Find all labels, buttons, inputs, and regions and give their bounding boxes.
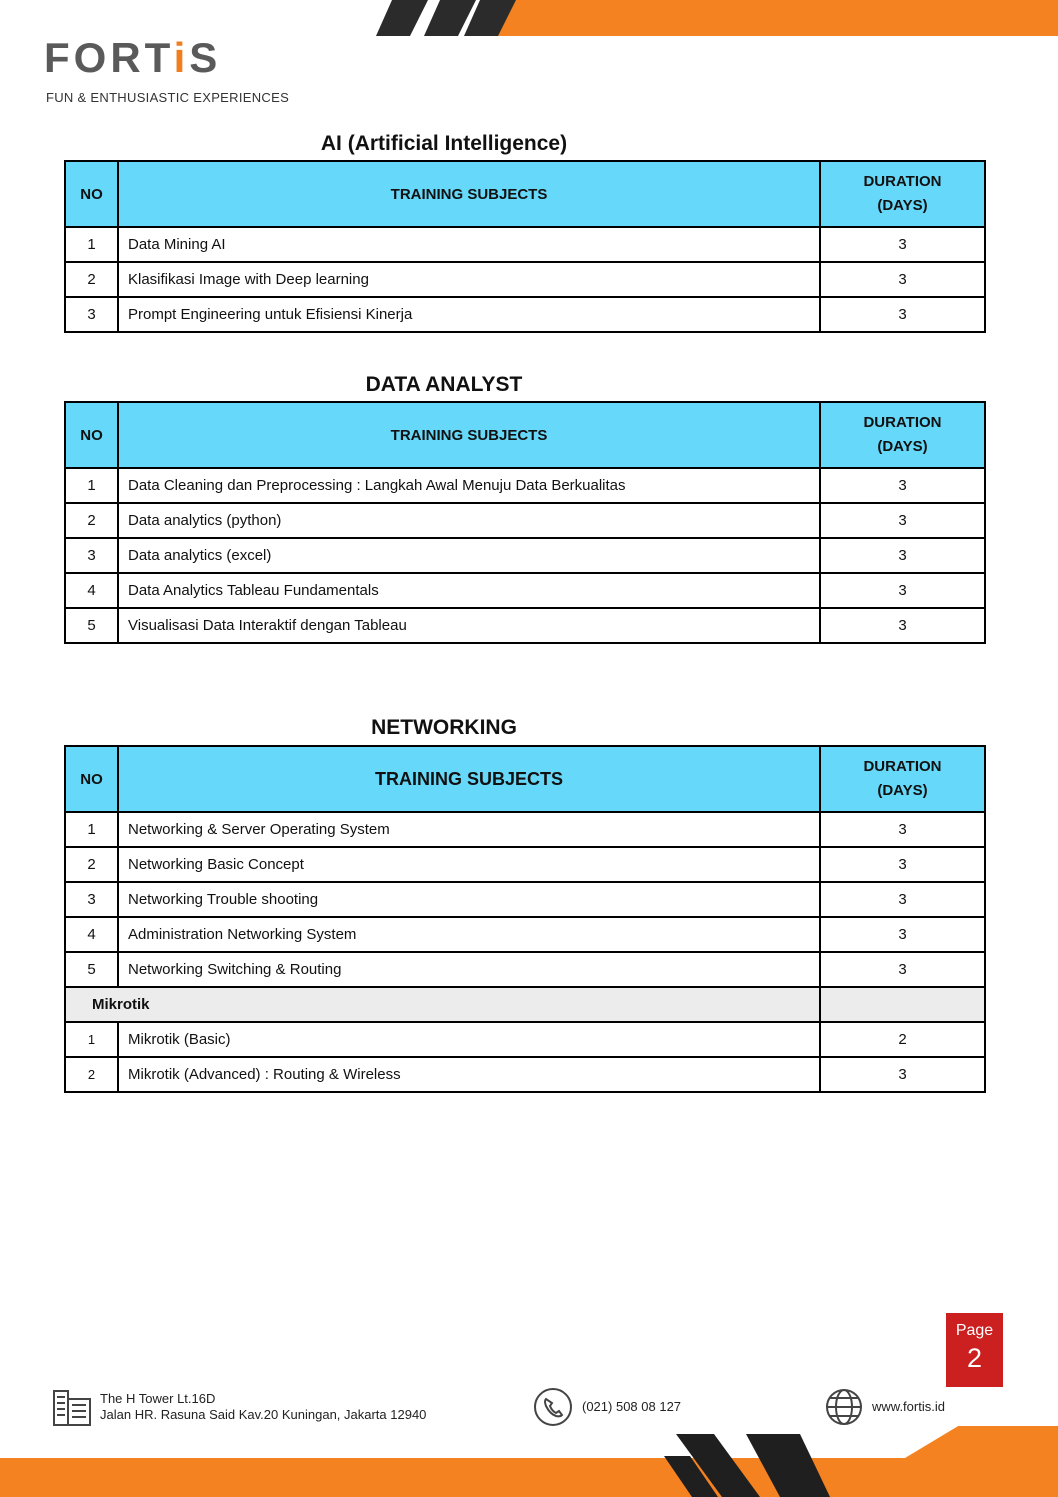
row-days: 3 xyxy=(820,538,985,573)
address-line-1: The H Tower Lt.16D xyxy=(100,1391,216,1406)
row-no: 2 xyxy=(65,1057,118,1092)
subgroup-days-empty xyxy=(820,987,985,1022)
section-title-networking: NETWORKING xyxy=(371,716,517,739)
row-days: 3 xyxy=(820,952,985,987)
row-no: 1 xyxy=(65,812,118,847)
table-row xyxy=(65,608,985,643)
header-no: NO xyxy=(65,746,118,812)
header-duration: DURATION (DAYS) xyxy=(820,161,985,227)
row-no: 4 xyxy=(65,573,118,608)
table-data-analyst xyxy=(64,401,986,644)
section-title-data-analyst: DATA ANALYST xyxy=(365,373,523,396)
row-days: 3 xyxy=(820,227,985,262)
logo-wordmark: FORTiS xyxy=(44,34,222,81)
building-icon xyxy=(52,1387,94,1427)
table-header-row xyxy=(65,161,985,227)
row-subject: Data Mining AI xyxy=(118,227,820,262)
row-days: 3 xyxy=(820,503,985,538)
phone-icon xyxy=(532,1386,574,1428)
row-no: 3 xyxy=(65,538,118,573)
page-number: 2 xyxy=(966,1343,983,1373)
row-subject: Mikrotik (Advanced) : Routing & Wireless xyxy=(118,1057,820,1092)
logo-tagline: FUN & ENTHUSIASTIC EXPERIENCES xyxy=(46,90,290,105)
row-subject: Data Cleaning dan Preprocessing : Langkah Awal Menuju Data Berkualitas xyxy=(118,468,820,503)
row-no: 2 xyxy=(65,503,118,538)
header-no: NO xyxy=(65,161,118,227)
row-no: 5 xyxy=(65,608,118,643)
row-subject: Prompt Engineering untuk Efisiensi Kinerja xyxy=(118,297,820,332)
footer-decoration xyxy=(0,1426,1058,1497)
row-no: 3 xyxy=(65,882,118,917)
table-row xyxy=(65,297,985,332)
row-subject: Data analytics (excel) xyxy=(118,538,820,573)
row-subject: Networking Trouble shooting xyxy=(118,882,820,917)
globe-icon xyxy=(824,1387,864,1427)
header-subject: TRAINING SUBJECTS xyxy=(118,161,820,227)
row-days: 3 xyxy=(820,297,985,332)
row-no: 2 xyxy=(65,262,118,297)
row-subject: Data analytics (python) xyxy=(118,503,820,538)
row-subject: Visualisasi Data Interaktif dengan Tableau xyxy=(118,608,820,643)
subgroup-title: Mikrotik xyxy=(65,987,820,1022)
header-subject: TRAINING SUBJECTS xyxy=(118,746,820,812)
subgroup-row-mikrotik xyxy=(65,987,985,1022)
row-days: 3 xyxy=(820,608,985,643)
row-no: 2 xyxy=(65,847,118,882)
page-number-badge xyxy=(946,1313,1003,1387)
footer-phone xyxy=(532,1384,681,1430)
row-no: 4 xyxy=(65,917,118,952)
table-row xyxy=(65,847,985,882)
row-subject: Data Analytics Tableau Fundamentals xyxy=(118,573,820,608)
header-subject: TRAINING SUBJECTS xyxy=(118,402,820,468)
row-subject: Networking & Server Operating System xyxy=(118,812,820,847)
row-days: 3 xyxy=(820,262,985,297)
row-days: 3 xyxy=(820,847,985,882)
table-row xyxy=(65,573,985,608)
header-duration: DURATION (DAYS) xyxy=(820,746,985,812)
row-no: 1 xyxy=(65,227,118,262)
row-days: 2 xyxy=(820,1022,985,1057)
row-subject: Networking Switching & Routing xyxy=(118,952,820,987)
row-subject: Networking Basic Concept xyxy=(118,847,820,882)
footer-website xyxy=(824,1384,945,1430)
table-row xyxy=(65,262,985,297)
footer-address xyxy=(52,1384,426,1430)
row-days: 3 xyxy=(820,573,985,608)
address-line-2: Jalan HR. Rasuna Said Kav.20 Kuningan, Jakarta 12940 xyxy=(100,1407,427,1422)
table-row xyxy=(65,468,985,503)
table-row xyxy=(65,917,985,952)
table-row xyxy=(65,503,985,538)
row-subject: Klasifikasi Image with Deep learning xyxy=(118,262,820,297)
phone-number: (021) 508 08 127 xyxy=(582,1399,682,1414)
fortis-logo xyxy=(44,34,290,114)
table-row xyxy=(65,1057,985,1092)
table-row xyxy=(65,812,985,847)
header-no: NO xyxy=(65,402,118,468)
table-row xyxy=(65,227,985,262)
table-header-row xyxy=(65,402,985,468)
table-ai xyxy=(64,160,986,333)
header-duration: DURATION (DAYS) xyxy=(820,402,985,468)
row-days: 3 xyxy=(820,882,985,917)
table-header-row xyxy=(65,746,985,812)
row-days: 3 xyxy=(820,812,985,847)
table-row xyxy=(65,882,985,917)
row-subject: Mikrotik (Basic) xyxy=(118,1022,820,1057)
section-title-ai: AI (Artificial Intelligence) xyxy=(320,132,568,155)
table-row xyxy=(65,1022,985,1057)
row-days: 3 xyxy=(820,917,985,952)
website-url: www.fortis.id xyxy=(872,1399,945,1414)
row-days: 3 xyxy=(820,1057,985,1092)
row-no: 1 xyxy=(65,468,118,503)
row-subject: Administration Networking System xyxy=(118,917,820,952)
table-networking xyxy=(64,745,986,1093)
row-no: 1 xyxy=(65,1022,118,1057)
page-label: Page xyxy=(955,1322,994,1339)
row-no: 3 xyxy=(65,297,118,332)
table-row xyxy=(65,952,985,987)
row-no: 5 xyxy=(65,952,118,987)
row-days: 3 xyxy=(820,468,985,503)
table-row xyxy=(65,538,985,573)
